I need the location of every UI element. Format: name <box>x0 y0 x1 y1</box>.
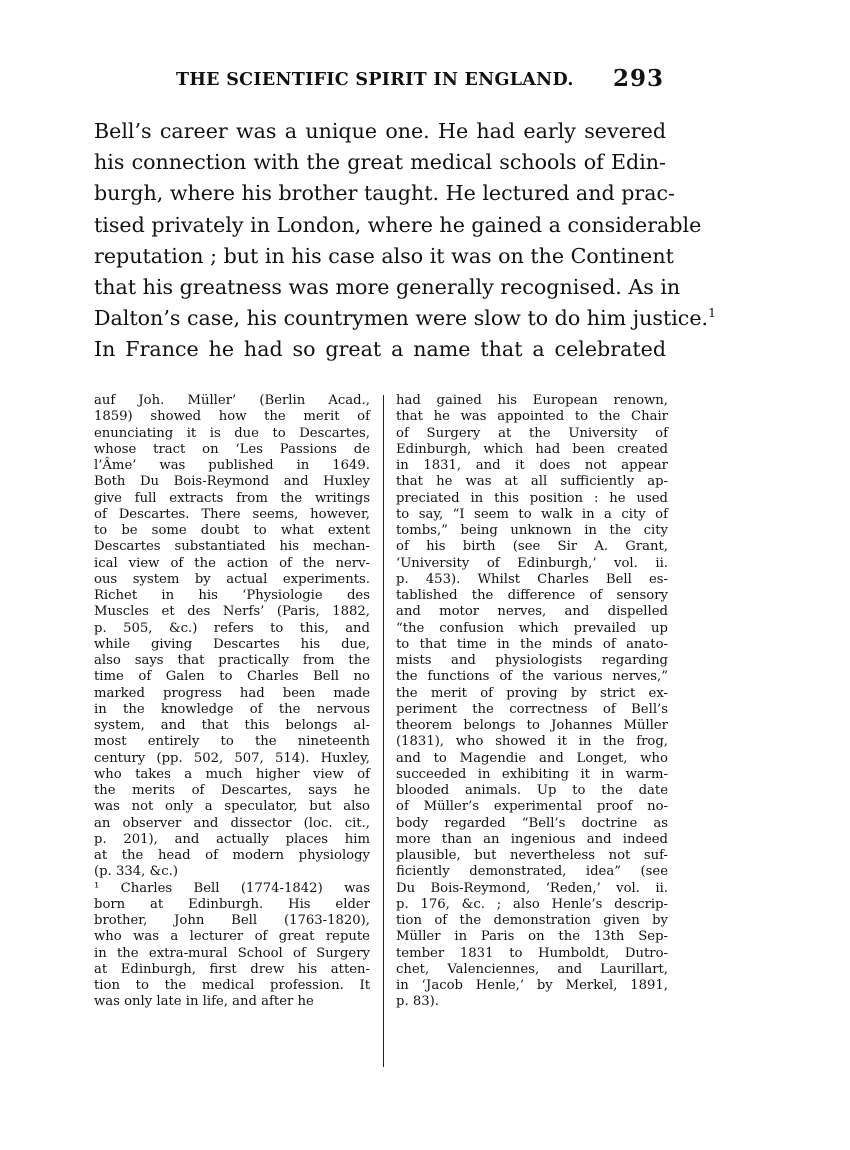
footnote-line: p. 83). <box>396 994 439 1010</box>
page-header <box>94 64 664 98</box>
footnote-line: system, and that this belongs al- <box>94 718 370 733</box>
footnote-line: an observer and dissector (loc. cit., <box>94 815 370 831</box>
footnote-line: at Edinburgh, first drew his atten- <box>94 961 370 977</box>
footnote-line: tember 1831 to Humboldt, Dutro- <box>396 945 668 961</box>
footnote-line: while giving Descartes his due, <box>94 636 370 652</box>
footnote-line: tablished the difference of sensory <box>396 588 668 603</box>
footnote-line: brother, John Bell (1763-1820), <box>94 913 370 928</box>
footnote-line: the merits of Descartes, says he <box>94 783 370 798</box>
footnote-line: who takes a much higher view of <box>94 766 370 782</box>
footnote-line: body regarded “Bell’s doctrine as <box>396 815 668 831</box>
footnote-line: preciated in this position : he used <box>396 490 668 506</box>
footnote-line: tion of the demonstration given by <box>396 913 668 928</box>
footnote-line: the merit of proving by strict ex- <box>396 685 668 701</box>
footnote-line: in ‘Jacob Henle,’ by Merkel, 1891, <box>396 978 668 993</box>
footnote-line: was only late in life, and after he <box>94 994 314 1010</box>
footnote-line: 1859) showed how the merit of <box>94 409 370 425</box>
footnote-line: of Müller’s experimental proof no- <box>396 799 668 815</box>
main-text-line: burgh, where his brother taught. He lectured and prac- <box>94 181 675 206</box>
footnote-line: Du Bois-Reymond, ‘Reden,’ vol. ii. <box>396 880 668 896</box>
footnote-line: theorem belongs to Johannes Müller <box>396 718 668 733</box>
footnote-line: at the head of modern physiology <box>94 848 370 863</box>
footnote-line: ficiently demonstrated, idea” (see <box>396 864 668 880</box>
footnote-line: ical view of the action of the nerv- <box>94 555 370 571</box>
footnote-line: that he was appointed to the Chair <box>396 409 668 425</box>
footnote-line: p. 453). Whilst Charles Bell es- <box>396 571 668 587</box>
footnotes-area <box>94 393 666 1083</box>
footnote-line: p. 505, &c.) refers to this, and <box>94 620 370 636</box>
footnote-column-right <box>396 393 668 1011</box>
footnote-line: born at Edinburgh. His elder <box>94 896 370 912</box>
footnote-line: give full extracts from the writings <box>94 490 370 506</box>
footnote-line: in the extra-mural School of Surgery <box>94 945 370 961</box>
main-text-line: tised privately in London, where he gained a considerable <box>94 212 702 237</box>
footnote-line: blooded animals. Up to the date <box>396 783 668 798</box>
footnote-line: whose tract on ‘Les Passions de <box>94 441 370 457</box>
footnote-line: was not only a speculator, but also <box>94 799 370 815</box>
footnote-column-left <box>94 393 370 1011</box>
main-text-line: In France he had so great a name that a celebrated <box>94 337 666 362</box>
footnote-line: and to Magendie and Longet, who <box>396 750 668 766</box>
footnote-line: of his birth (see Sir A. Grant, <box>396 539 668 555</box>
footnote-line: to that time in the minds of anato- <box>396 636 668 652</box>
footnote-line: Edinburgh, which had been created <box>396 441 668 457</box>
footnote-line: century (pp. 502, 507, 514). Huxley, <box>94 750 370 766</box>
footnote-line: succeeded in exhibiting it in warm- <box>396 766 668 782</box>
footnote-line: ¹ Charles Bell (1774-1842) was <box>94 880 370 896</box>
footnote-line: Both Du Bois-Reymond and Huxley <box>94 474 370 490</box>
footnote-line: time of Galen to Charles Bell no <box>94 669 370 685</box>
footnote-line: l’Âme’ was published in 1649. <box>94 458 370 473</box>
running-head: THE SCIENTIFIC SPIRIT IN ENGLAND. <box>176 70 574 90</box>
footnote-line: p. 176, &c. ; also Henle’s descrip- <box>396 896 668 912</box>
footnote-line: to be some doubt to what extent <box>94 523 370 538</box>
footnote-line: who was a lecturer of great repute <box>94 929 370 945</box>
main-text-line: Bell’s career was a unique one. He had early severed <box>94 119 666 143</box>
footnote-line: of Surgery at the University of <box>396 425 668 441</box>
footnote-line: ous system by actual experiments. <box>94 571 370 587</box>
footnote-line: plausible, but nevertheless not suf- <box>396 848 668 863</box>
footnote-line: Muscles et des Nerfs’ (Paris, 1882, <box>94 604 370 620</box>
main-text-line: that his greatness was more generally recognised. As in <box>94 274 681 299</box>
footnote-line: tombs,” being unknown in the city <box>396 523 668 538</box>
footnote-line: marked progress had been made <box>94 685 370 701</box>
footnote-line: most entirely to the nineteenth <box>94 734 370 750</box>
main-text-line: his connection with the great medical schools of Edin- <box>94 150 666 175</box>
footnote-line: of Descartes. There seems, however, <box>94 506 370 522</box>
footnote-line: auf Joh. Müller’ (Berlin Acad., <box>94 393 370 408</box>
footnote-line: ‘University of Edinburgh,’ vol. ii. <box>396 555 668 571</box>
main-text-line: reputation ; but in his case also it was on the Continent <box>94 243 674 268</box>
main-text-line-body: Dalton’s case, his countrymen were slow to do him justice. <box>94 306 709 331</box>
footnote-line: more than an ingenious and indeed <box>396 831 668 847</box>
footnote-line: and motor nerves, and dispelled <box>396 604 668 620</box>
footnote-line: that he was at all sufficiently ap- <box>396 474 668 490</box>
footnote-line: chet, Valenciennes, and Laurillart, <box>396 961 668 977</box>
footnote-line: “the confusion which prevailed up <box>396 620 668 636</box>
main-text-line-with-footnote <box>94 303 716 334</box>
column-divider-rule <box>383 395 384 1067</box>
footnote-line: tion to the medical profession. It <box>94 978 370 993</box>
footnote-line: Müller in Paris on the 13th Sep- <box>396 929 668 945</box>
footnote-line: to say, “I seem to walk in a city of <box>396 506 668 522</box>
footnote-line: the functions of the various nerves,” <box>396 669 668 685</box>
page-number: 293 <box>612 65 664 92</box>
main-text-block <box>94 116 716 366</box>
footnote-line: in 1831, and it does not appear <box>396 458 668 473</box>
footnote-line: mists and physiologists regarding <box>396 653 668 668</box>
footnote-line: also says that practically from the <box>94 653 370 668</box>
footnote-line: had gained his European renown, <box>396 393 668 408</box>
footnote-line: in the knowledge of the nervous <box>94 701 370 717</box>
footnote-line: periment the correctness of Bell’s <box>396 701 668 717</box>
footnote-line: enunciating it is due to Descartes, <box>94 425 370 441</box>
footnote-line: (p. 334, &c.) <box>94 864 178 880</box>
footnote-marker: 1 <box>708 306 716 321</box>
footnote-line: Richet in his ‘Physiologie des <box>94 588 370 603</box>
footnote-line: (1831), who showed it in the frog, <box>396 734 668 750</box>
footnote-line: p. 201), and actually places him <box>94 831 370 847</box>
footnote-line: Descartes substantiated his mechan- <box>94 539 370 555</box>
